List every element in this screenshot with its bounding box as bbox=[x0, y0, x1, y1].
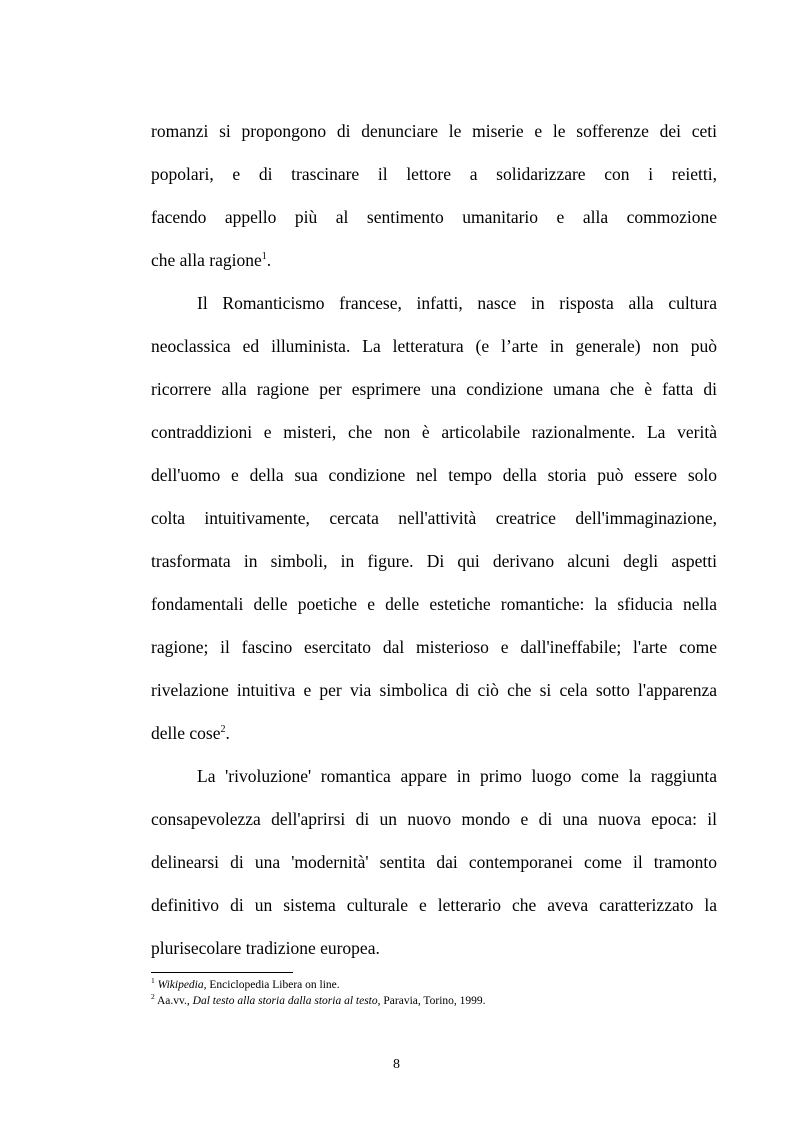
body-line-18: delinearsi di una 'modernità' sentita dai contemporanei come il tramonto bbox=[151, 852, 717, 872]
footnote-2-rest: , Paravia, Torino, 1999. bbox=[377, 995, 486, 1007]
body-line-10: colta intuitivamente, cercata nell'attività creatrice dell'immaginazione, bbox=[151, 508, 717, 528]
footnote-2-number: 2 bbox=[151, 992, 155, 1002]
body-line-7: ricorrere alla ragione per esprimere una condizione umana che è fatta di bbox=[151, 379, 717, 399]
body-line-16: La 'rivoluzione' romantica appare in primo luogo come la raggiunta bbox=[197, 766, 717, 786]
footnote-1-title: Wikipedia, bbox=[157, 979, 207, 991]
body-line-8: contraddizioni e misteri, che non è articolabile razionalmente. La verità bbox=[151, 422, 717, 442]
body-line-11: trasformata in simboli, in figure. Di qui derivano alcuni degli aspetti bbox=[151, 551, 717, 571]
footnote-1-number: 1 bbox=[151, 976, 155, 986]
footnote-1-rest: Enciclopedia Libera on line. bbox=[206, 979, 340, 991]
footnote-2 bbox=[151, 994, 717, 1008]
footnote-2-prefix: Aa.vv., bbox=[154, 995, 193, 1007]
body-line-15-text: delle cose bbox=[151, 723, 221, 743]
body-line-3: facendo appello più al sentimento umanitario e alla commozione bbox=[151, 207, 717, 227]
body-line-17: consapevolezza dell'aprirsi di un nuovo mondo e di una nuova epoca: il bbox=[151, 809, 717, 829]
footnote-separator bbox=[151, 972, 293, 973]
footnote-1 bbox=[151, 978, 717, 992]
sentence-period: . bbox=[266, 250, 272, 270]
body-line-15 bbox=[151, 721, 717, 745]
sentence-period-2: . bbox=[225, 723, 230, 743]
body-line-9: dell'uomo e della sua condizione nel tempo della storia può essere solo bbox=[151, 465, 717, 485]
footnote-ref-2[interactable]: 2 bbox=[220, 724, 226, 736]
body-line-2: popolari, e di trascinare il lettore a solidarizzare con i reietti, bbox=[151, 164, 717, 184]
body-line-1: romanzi si propongono di denunciare le miserie e le sofferenze dei ceti bbox=[151, 121, 717, 141]
body-line-12: fondamentali delle poetiche e delle estetiche romantiche: la sfiducia nella bbox=[151, 594, 717, 614]
footnote-ref-1[interactable]: 1 bbox=[261, 251, 267, 263]
body-line-19: definitivo di un sistema culturale e letterario che aveva caratterizzato la bbox=[151, 895, 717, 915]
body-line-20: plurisecolare tradizione europea. bbox=[151, 938, 380, 958]
body-line-14: rivelazione intuitiva e per via simbolica di ciò che si cela sotto l'apparenza bbox=[151, 680, 717, 700]
body-line-6: neoclassica ed illuminista. La letteratura (e l’arte in generale) non può bbox=[151, 336, 717, 356]
page-number: 8 bbox=[393, 1057, 400, 1072]
body-line-4-text: che alla ragione bbox=[151, 250, 262, 270]
body-line-5: Il Romanticismo francese, infatti, nasce in risposta alla cultura bbox=[197, 293, 717, 313]
body-line-13: ragione; il fascino esercitato dal misterioso e dall'ineffabile; l'arte come bbox=[151, 637, 717, 657]
body-line-4 bbox=[151, 248, 717, 272]
footnote-2-title: Dal testo alla storia dalla storia al testo bbox=[192, 995, 378, 1007]
